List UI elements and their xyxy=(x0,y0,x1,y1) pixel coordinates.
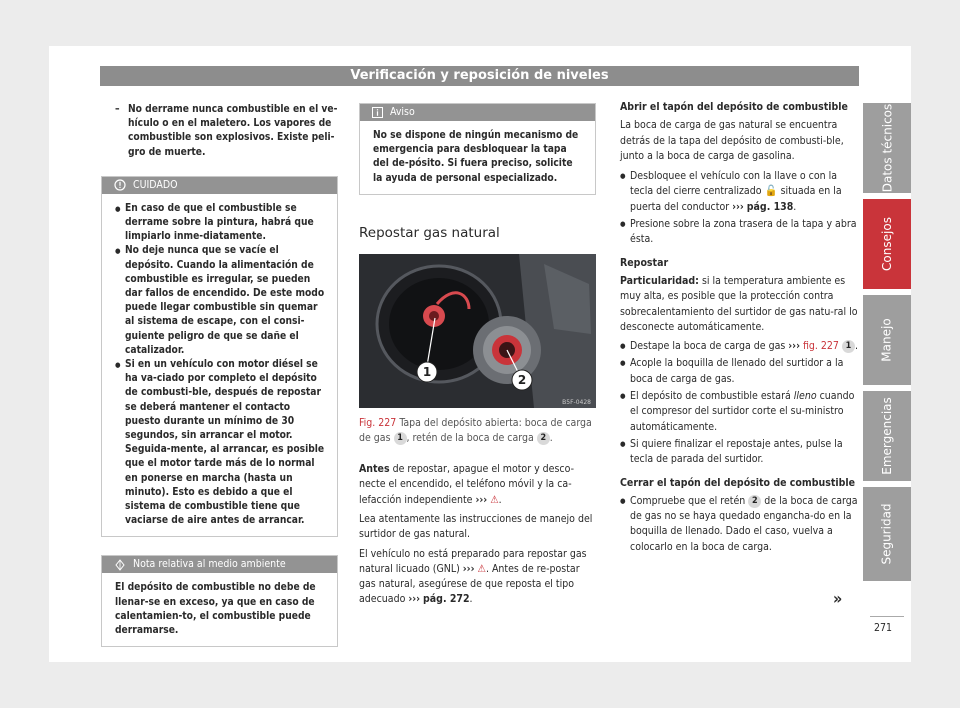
environment-title: Nota relativa al medio ambiente xyxy=(133,558,286,571)
bullet-stop-early: ● Si quiere finalizar el repostaje antes, pulse la tecla de parada del surtidor. xyxy=(620,437,860,468)
caution-body xyxy=(102,194,337,537)
caution-box xyxy=(101,176,338,538)
tab-label: Datos técnicos xyxy=(880,103,894,193)
tab-datos-tecnicos[interactable] xyxy=(863,103,911,193)
continue-marker: » xyxy=(833,589,843,608)
tab-label: Manejo xyxy=(880,318,894,362)
bullet-tank-full-italic: lleno xyxy=(793,390,817,403)
tab-consejos[interactable] xyxy=(863,199,911,289)
caution-item: ● No deje nunca que se vacíe el depósito. Cuando la alimentación de combustible es irregular, se pueden dar fallos de encendido. De este modo puede llegar combustible sin quemar al sistema de escape, con el consi-guiente peligro de que se dañe el catalizador. xyxy=(115,244,327,358)
figure-caption-b: , retén de la boca de carga xyxy=(406,432,534,445)
tab-manejo[interactable] xyxy=(863,295,911,385)
fuel-cap-photo xyxy=(359,254,596,408)
divider xyxy=(870,616,904,617)
photo-callout-2: 2 xyxy=(517,373,527,388)
right-column xyxy=(620,100,860,555)
left-column xyxy=(101,103,338,647)
ref-arrows: ››› xyxy=(475,493,488,506)
tab-emergencias[interactable] xyxy=(863,391,911,481)
fuel-cap-illustration xyxy=(359,254,596,408)
bullet-unlock-a: Desbloquee el vehículo con la llave o con la tecla del cierre centralizado xyxy=(630,170,838,198)
tab-seguridad[interactable] xyxy=(863,487,911,581)
caution-item: ● En caso de que el combustible se derrame sobre la pintura, habrá que limpiarlo inme-diatamente. xyxy=(115,202,327,245)
tab-label: Seguridad xyxy=(880,503,895,565)
bullet-tank-full-a: El depósito de combustible estará xyxy=(630,390,791,403)
bullet-tank-full-b: cuando el compresor del surtidor corte el su-ministro automáticamente. xyxy=(630,390,855,433)
particularity-label: Particularidad: xyxy=(620,274,699,287)
bullet-check-seal-b: de la boca de carga de gas no se haya quedado engancha-do en la boquilla de llenado. Dado el caso, vuelva a colocarlo en la boca de carga. xyxy=(630,494,858,553)
dash-item xyxy=(101,103,338,160)
refuel-heading: Repostar xyxy=(620,256,669,269)
bullet-tank-full xyxy=(620,389,860,435)
caution-title: CUIDADO xyxy=(133,178,178,191)
aviso-title: Aviso xyxy=(390,106,415,118)
callout-2: 2 xyxy=(748,495,761,508)
callout-1: 1 xyxy=(842,340,855,353)
para-1: Antes de repostar, apague el motor y desco-necte el encendido, el teléfono móvil y la ca-lefacción independiente ››› ⚠. xyxy=(359,463,574,506)
lock-icon: 🔓 xyxy=(764,185,778,198)
figure-caption: Fig. 227 Tapa del depósito abierta: boca de carga de gas 1 , retén de la boca de carga 2 . xyxy=(359,417,592,445)
photo-callout-1: 1 xyxy=(422,365,432,380)
figure-caption-a: Tapa del depósito abierta: boca de carga de gas xyxy=(359,417,592,445)
caution-item: ● Si en un vehículo con motor diésel se ha va-ciado por completo el depósito de combusti-ble, después de repostar se deberá mantener el contacto puesto durante un mínimo de 30 segundos, sin arrancar el motor. Seguida-mente, al arrancar, es posible que el motor tarde más de lo normal en ponerse en marcha (hasta un minuto). Esto es debido a que el sistema de combustible tiene que vaciarse de aire antes de arrancar. xyxy=(115,358,327,528)
page-ref-link[interactable]: pág. 272 xyxy=(423,593,470,606)
bullet-press-cap: ● Presione sobre la zona trasera de la tapa y abra ésta. xyxy=(620,217,860,248)
bullet-check-seal xyxy=(620,494,860,555)
dash-item-text: No derrame nunca combustible en el ve-hículo o en el maletero. Los vapores de combustible son explosivos. Existe peli-gro de muerte. xyxy=(128,104,338,158)
figure-label: Fig. 227 xyxy=(359,417,397,430)
section-title: Repostar gas natural xyxy=(359,224,500,241)
para-1-text: de repostar, apague el motor y desco-necte el encendido, el teléfono móvil y la ca-lefacción independiente xyxy=(359,463,574,506)
page-ref-link[interactable]: pág. 138 xyxy=(746,200,794,213)
open-cap-heading: Abrir el tapón del depósito de combustible xyxy=(620,101,848,113)
bullet-check-seal-a: Compruebe que el retén xyxy=(630,494,746,507)
close-cap-heading: Cerrar el tapón del depósito de combustible xyxy=(620,476,855,489)
particularity-text: si la temperatura ambiente es muy alta, es posible que la protección contra sobrecalentamiento del surtidor de gas natu-ral lo desconecte automáticamente. xyxy=(620,274,858,333)
environment-text: El depósito de combustible no debe de llenar-se en exceso, ya que en caso de calentamien-to, el combustible puede derramarse. xyxy=(115,582,316,637)
ref-arrows: ››› xyxy=(788,340,800,353)
tab-label: Emergencias xyxy=(880,397,894,475)
para-2: Lea atentamente las instrucciones de manejo del surtidor de gas natural. xyxy=(359,513,593,541)
bullet-unlock: ● Desbloquee el vehículo con la llave o con la tecla del cierre centralizado 🔓 situada en la puerta del conductor ››› pág. 138. xyxy=(620,169,860,215)
bullet-attach-nozzle: ● Acople la boquilla de llenado del surtidor a la boca de carga de gas. xyxy=(620,356,860,387)
warning-triangle-icon: ⚠ xyxy=(477,562,486,575)
callout-2: 2 xyxy=(537,432,550,445)
para-3a: El vehículo no está preparado para repostar gas natural licuado (GNL) xyxy=(359,547,587,575)
warning-triangle-icon: ⚠ xyxy=(490,493,499,506)
callout-1: 1 xyxy=(394,432,407,445)
page-number: 271 xyxy=(874,622,893,634)
environment-box xyxy=(101,555,338,647)
para-3b: . Antes de re-postar gas natural, asegúrese de que reposta el tipo adecuado xyxy=(359,562,580,606)
bullet-unlock-b: situada en la puerta del conductor xyxy=(630,185,842,213)
particularity xyxy=(620,274,860,335)
caution-header xyxy=(102,177,337,194)
page-header: Verificación y reposición de niveles xyxy=(100,66,859,86)
tab-label: Consejos xyxy=(880,217,895,271)
middle-column xyxy=(359,103,596,608)
info-icon xyxy=(372,107,383,118)
aviso-box xyxy=(359,103,596,195)
dash-marker: – xyxy=(115,104,120,115)
leaf-icon xyxy=(114,559,126,571)
bullet-uncap-text: Destape la boca de carga de gas xyxy=(630,340,786,353)
aviso-text: No se dispone de ningún mecanismo de emergencia para desbloquear la tapa del de-pósito. Si fuera preciso, solicite la ayuda de personal especializado. xyxy=(373,130,579,184)
open-cap-para: La boca de carga de gas natural se encuentra detrás de la tapa del depósito de combusti-ble, junto a la boca de carga de gasolina. xyxy=(620,119,844,162)
image-code: B5F-0428 xyxy=(562,399,591,407)
caution-icon xyxy=(114,179,126,191)
environment-header xyxy=(102,556,337,573)
ref-arrows: ››› xyxy=(408,593,421,606)
aviso-header xyxy=(360,104,595,121)
ref-arrows: ››› xyxy=(732,200,744,213)
para-1-bold: Antes xyxy=(359,463,390,476)
figure-ref-link[interactable]: fig. 227 xyxy=(802,340,839,353)
bullet-uncap: ● Destape la boca de carga de gas ››› fig. 227 1 . xyxy=(620,339,860,354)
para-3: El vehículo no está preparado para repostar gas natural licuado (GNL) ››› ⚠. Antes de re-postar gas natural, asegúrese de que reposta el tipo adecuado ››› pág. 272. xyxy=(359,547,587,606)
ref-arrows: ››› xyxy=(462,562,475,575)
